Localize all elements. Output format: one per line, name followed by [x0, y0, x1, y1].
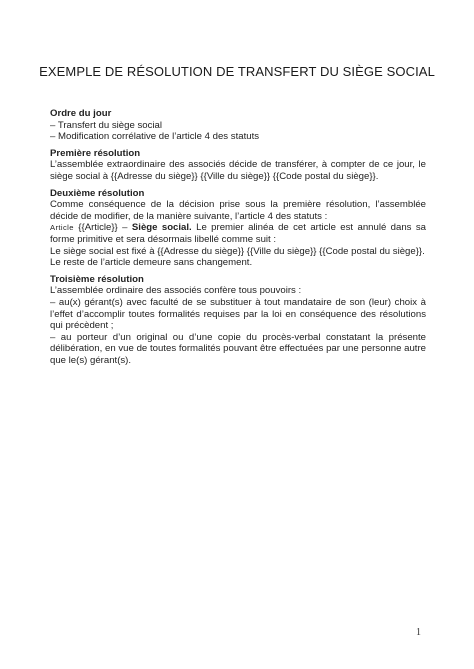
- document-body: [50, 108, 426, 371]
- agenda-heading: Ordre du jour: [50, 108, 112, 119]
- article-label: Article: [50, 223, 74, 233]
- article-reference: {{Article}} –: [73, 222, 132, 234]
- article-title: Siège social.: [131, 222, 192, 234]
- article-paragraph: [50, 222, 426, 245]
- article-remainder: Le reste de l’article demeure sans changement.: [50, 257, 253, 269]
- resolution-2-intro: Comme conséquence de la décision prise sous la première résolution, l’assemblée décide de modifier, de la manière suivante, l’article 4 des statuts :: [50, 199, 426, 222]
- powers-item: – au porteur d’un original ou d’une copie du procès-verbal constatant la présente délibération, en vue de toutes formalités pouvant être effectuées par une personne autre que le(s) gérant(s).: [50, 331, 426, 366]
- agenda-item: – Modification corrélative de l’article 4 des statuts: [50, 131, 260, 143]
- resolution-2-heading: Deuxième résolution: [50, 187, 145, 199]
- resolution-3-intro: L’assemblée ordinaire des associés confère tous pouvoirs :: [50, 285, 302, 297]
- powers-item: – au(x) gérant(s) avec faculté de se substituer à tout mandataire de son (leur) choix à l’effet d’accomplir toutes formalités requises par la loi en conséquence des résolutions qui précèdent ;: [50, 296, 426, 332]
- resolution-1-heading: Première résolution: [50, 147, 141, 159]
- article-new-text: Le siège social est fixé à {{Adresse du siège}} {{Ville du siège}} {{Code postal du siège}}.: [50, 245, 425, 257]
- resolution-3-heading: Troisième résolution: [50, 273, 144, 285]
- agenda-section: [50, 108, 426, 143]
- resolution-1-text: L’assemblée extraordinaire des associés décide de transférer, à compter de ce jour, le siège social à {{Adresse du siège}} {{Ville du siège}} {{Code postal du siège}}.: [50, 159, 426, 182]
- resolution-3-section: [50, 274, 426, 367]
- agenda-item: – Transfert du siège social: [50, 119, 162, 131]
- resolution-2-section: [50, 188, 426, 269]
- resolution-1-section: [50, 148, 426, 183]
- document-title: EXEMPLE DE RÉSOLUTION DE TRANSFERT DU SIÈGE SOCIAL: [39, 64, 435, 79]
- page-number: 1: [416, 627, 421, 638]
- article-text: Le premier alinéa de cet article est annulé dans sa forme primitive et sera désormais libellé comme suit :: [50, 222, 426, 245]
